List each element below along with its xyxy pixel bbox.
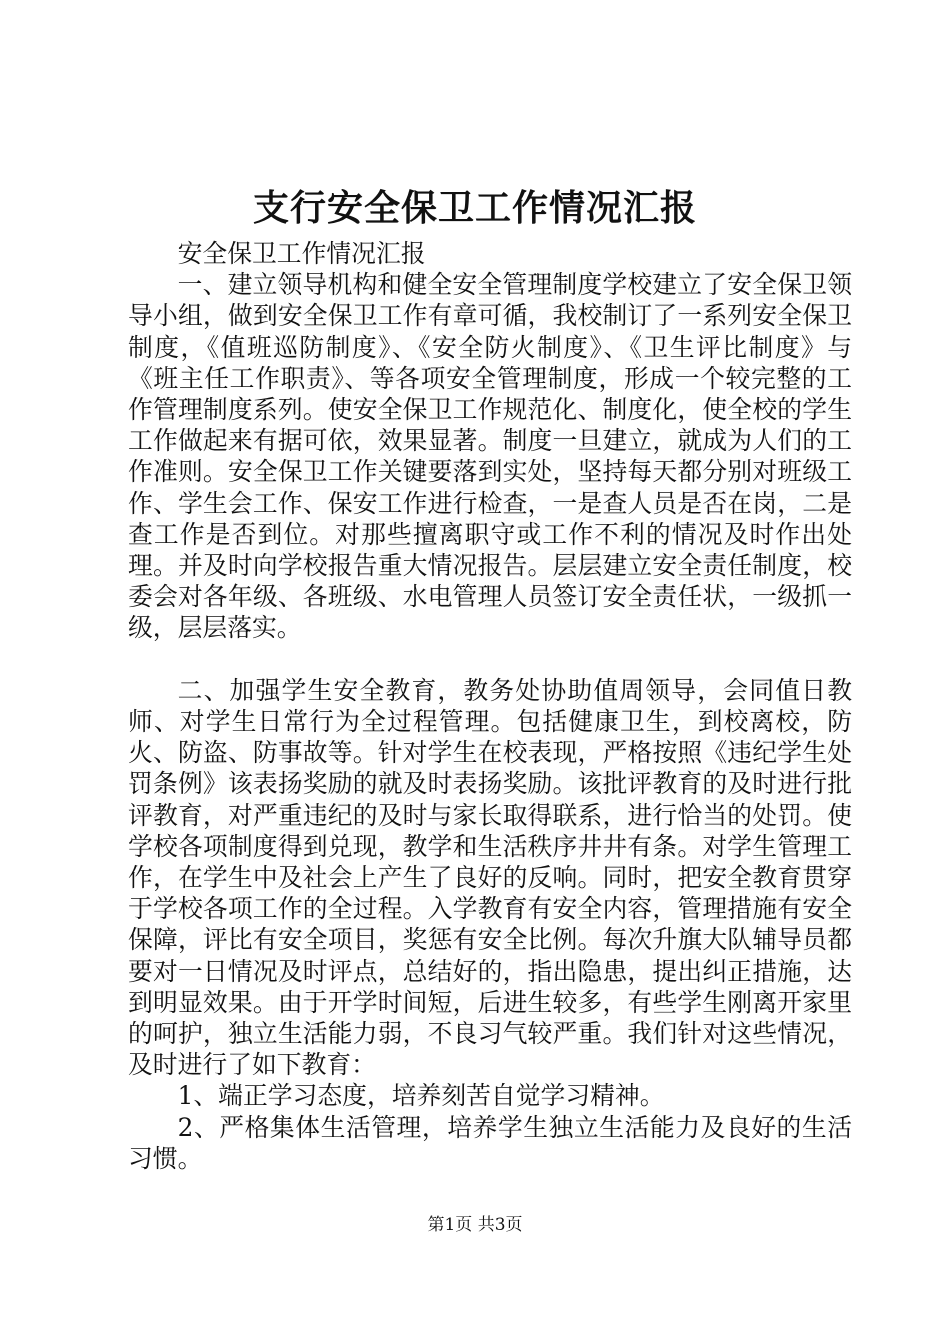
paragraph-2: 二、加强学生安全教育，教务处协助值周领导，会同值日教师、对学生日常行为全过程管理。包括健康卫生，到校离校，防火、防盗、防事故等。针对学生在校表现，严格按照《违纪学生处罚条例》该表扬奖励的就及时表扬奖励。该批评教育的及时进行批评教育，对严重违纪的及时与家长取得联系，进行恰当的处罚。使学校各项制度得到兑现，教学和生活秩序井井有条。对学生管理工作，在学生中及社会上产生了良好的反响。同时，把安全教育贯穿于学校各项工作的全过程。入学教育有安全内容，管理措施有安全保障，评比有安全项目，奖惩有安全比例。每次升旗大队辅导员都要对一日情况及时评点，总结好的，指出隐患，提出纠正措施，达到明显效果。由于开学时间短，后进生较多，有些学生刚离开家里的呵护，独立生活能力弱，不良习气较严重。我们针对这些情况，及时进行了如下教育： xyxy=(128,675,852,1080)
document-subtitle: 安全保卫工作情况汇报 xyxy=(177,239,426,268)
page-footer: 第1页 共3页 xyxy=(427,1215,523,1235)
list-item-1: 1、端正学习态度，培养刻苦自觉学习精神。 xyxy=(177,1081,665,1111)
document-title: 支行安全保卫工作情况汇报 xyxy=(252,187,697,229)
paragraph-1: 一、建立领导机构和健全安全管理制度学校建立了安全保卫领导小组，做到安全保卫工作有章可循，我校制订了一系列安全保卫制度，《值班巡防制度》、《安全防火制度》、《卫生评比制度》与《班主任工作职责》、等各项安全管理制度，形成一个较完整的工作管理制度系列。使安全保卫工作规范化、制度化，使全校的学生工作做起来有据可依，效果显著。制度一旦建立，就成为人们的工作准则。安全保卫工作关键要落到实处，坚持每天都分别对班级工作、学生会工作、保安工作进行检查，一是查人员是否在岗，二是查工作是否到位。对那些擅离职守或工作不利的情况及时作出处理。并及时向学校报告重大情况报告。层层建立安全责任制度，校委会对各年级、各班级、水电管理人员签订安全责任状，一级抓一级，层层落实。 xyxy=(128,270,852,643)
document-body xyxy=(128,238,852,1174)
list-item-2: 2、严格集体生活管理，培养学生独立生活能力及良好的生活习惯。 xyxy=(128,1112,852,1173)
